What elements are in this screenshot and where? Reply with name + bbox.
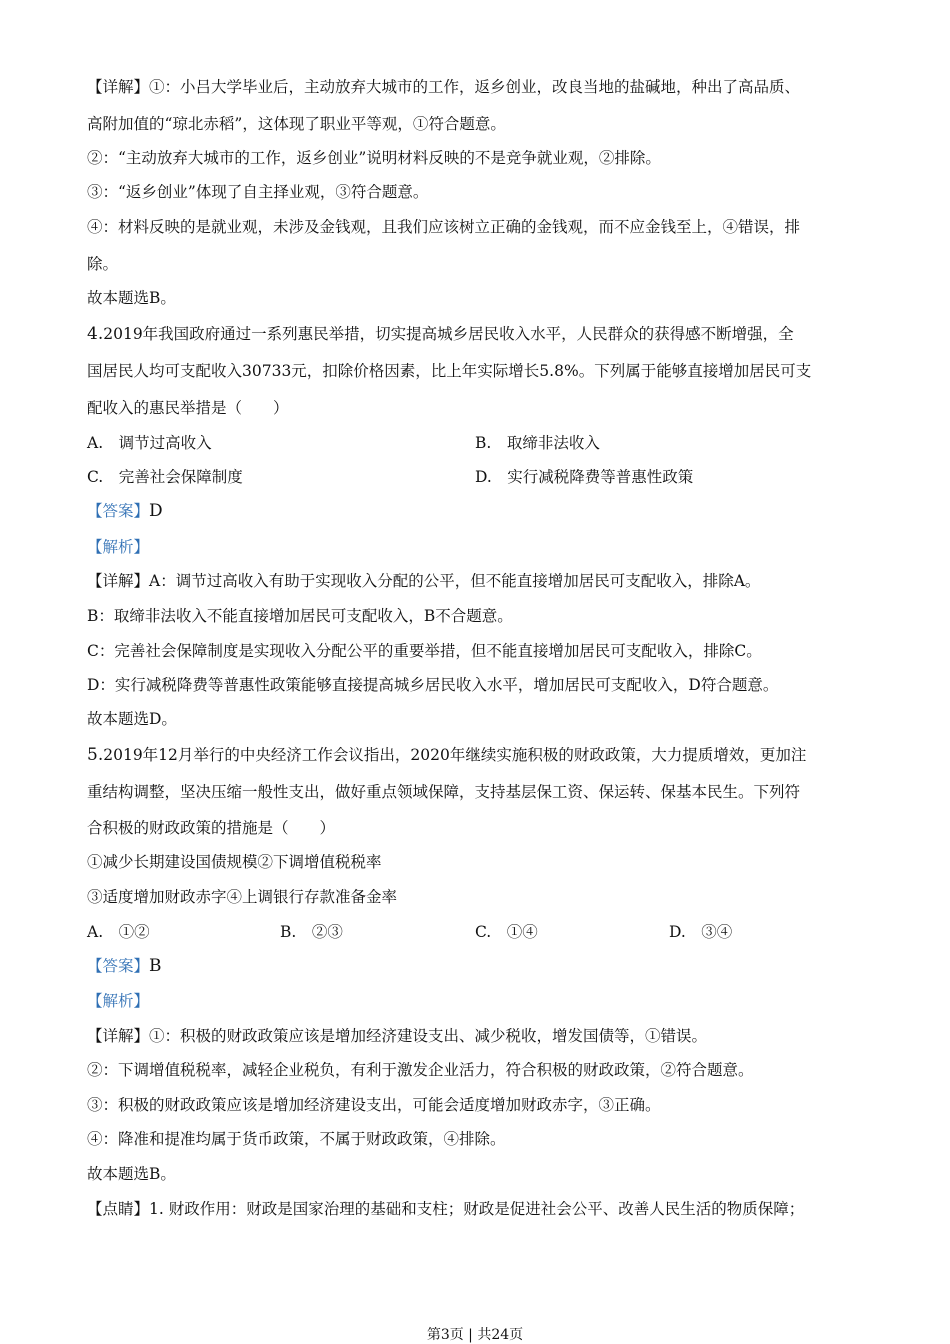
detail-line: 【详解】①：小吕大学毕业后，主动放弃大城市的工作，返乡创业，改良当地的盐碱地，种出了高品质、	[87, 78, 801, 96]
detail-line: B：取缔非法收入不能直接增加居民可支配收入，B不合题意。	[87, 607, 513, 625]
analysis-label: 【解析】	[87, 538, 150, 556]
statement-line: ①减少长期建设国债规模②下调增值税税率	[87, 853, 382, 871]
analysis-label: 【解析】	[87, 992, 150, 1010]
detail-line: D：实行减税降费等普惠性政策能够直接提高城乡居民收入水平，增加居民可支配收入，D符合题意。	[87, 676, 779, 694]
question-stem: 4.2019年我国政府通过一系列惠民举措，切实提高城乡居民收入水平，人民群众的获得感不断增强，全	[87, 324, 794, 344]
page-footer: 第3页 | 共24页	[426, 1327, 524, 1343]
answer-line	[87, 956, 162, 976]
detail-line: ③：积极的财政政策应该是增加经济建设支出，可能会适度增加财政赤字，③正确。	[87, 1096, 661, 1114]
tip-line: 【点睛】1. 财政作用：财政是国家治理的基础和支柱；财政是促进社会公平、改善人民生活的物质保障；	[87, 1200, 805, 1218]
answer-value: B	[149, 956, 162, 976]
option-a: A. ①②	[87, 923, 150, 941]
detail-line: 【详解】A：调节过高收入有助于实现收入分配的公平，但不能直接增加居民可支配收入，排除A。	[87, 572, 761, 590]
detail-line: C：完善社会保障制度是实现收入分配公平的重要举措，但不能直接增加居民可支配收入，排除C。	[87, 642, 762, 660]
option-b: B. ②③	[280, 923, 343, 941]
answer-label: 【答案】	[87, 502, 150, 520]
option-d: D. ③④	[669, 923, 733, 941]
detail-label: 【详解】	[87, 1027, 150, 1045]
option-a: A. 调节过高收入	[87, 434, 212, 452]
conclusion-line: 故本题选B。	[87, 289, 176, 307]
detail-line: ②：“主动放弃大城市的工作，返乡创业”说明材料反映的不是竞争就业观，②排除。	[87, 149, 661, 167]
conclusion-line: 故本题选B。	[87, 1165, 176, 1183]
detail-line: ③：“返乡创业”体现了自主择业观，③符合题意。	[87, 183, 429, 201]
question-number: 4.	[87, 324, 104, 344]
detail-label: 【详解】	[87, 572, 150, 590]
conclusion-line: 故本题选D。	[87, 710, 177, 728]
statement-line: ③适度增加财政赤字④上调银行存款准备金率	[87, 888, 398, 906]
tip-label: 【点睛】	[87, 1200, 150, 1218]
question-stem: 配收入的惠民举措是（ ）	[87, 399, 289, 417]
detail-line: ②：下调增值税税率，减轻企业税负，有利于激发企业活力，符合积极的财政政策，②符合题意。	[87, 1061, 754, 1079]
option-b: B. 取缔非法收入	[475, 434, 600, 452]
question-stem: 5.2019年12月举行的中央经济工作会议指出，2020年继续实施积极的财政政策，大力提质增效，更加注	[87, 745, 807, 765]
question-stem: 合积极的财政政策的措施是（ ）	[87, 819, 336, 837]
detail-line: 除。	[87, 255, 119, 273]
detail-label: 【详解】	[87, 78, 150, 96]
detail-line: ④：降准和提准均属于货币政策，不属于财政政策，④排除。	[87, 1130, 506, 1148]
detail-line: ④：材料反映的是就业观，未涉及金钱观，且我们应该树立正确的金钱观，而不应金钱至上，④错误，排	[87, 218, 801, 236]
answer-label: 【答案】	[87, 957, 150, 975]
option-c: C. 完善社会保障制度	[87, 468, 243, 486]
answer-value: D	[149, 501, 163, 521]
question-stem: 重结构调整，坚决压缩一般性支出，做好重点领域保障，支持基层保工资、保运转、保基本民生。下列符	[87, 783, 801, 801]
option-c: C. ①④	[475, 923, 538, 941]
option-d: D. 实行减税降费等普惠性政策	[475, 468, 694, 486]
answer-line	[87, 501, 163, 521]
question-number: 5.	[87, 745, 104, 765]
detail-line: 【详解】①：积极的财政政策应该是增加经济建设支出、减少税收，增发国债等，①错误。	[87, 1027, 708, 1045]
question-stem: 国居民人均可支配收入30733元，扣除价格因素，比上年实际增长5.8%。下列属于能够直接增加居民可支	[87, 362, 812, 380]
detail-line: 高附加值的“琼北赤稻”，这体现了职业平等观，①符合题意。	[87, 115, 506, 133]
